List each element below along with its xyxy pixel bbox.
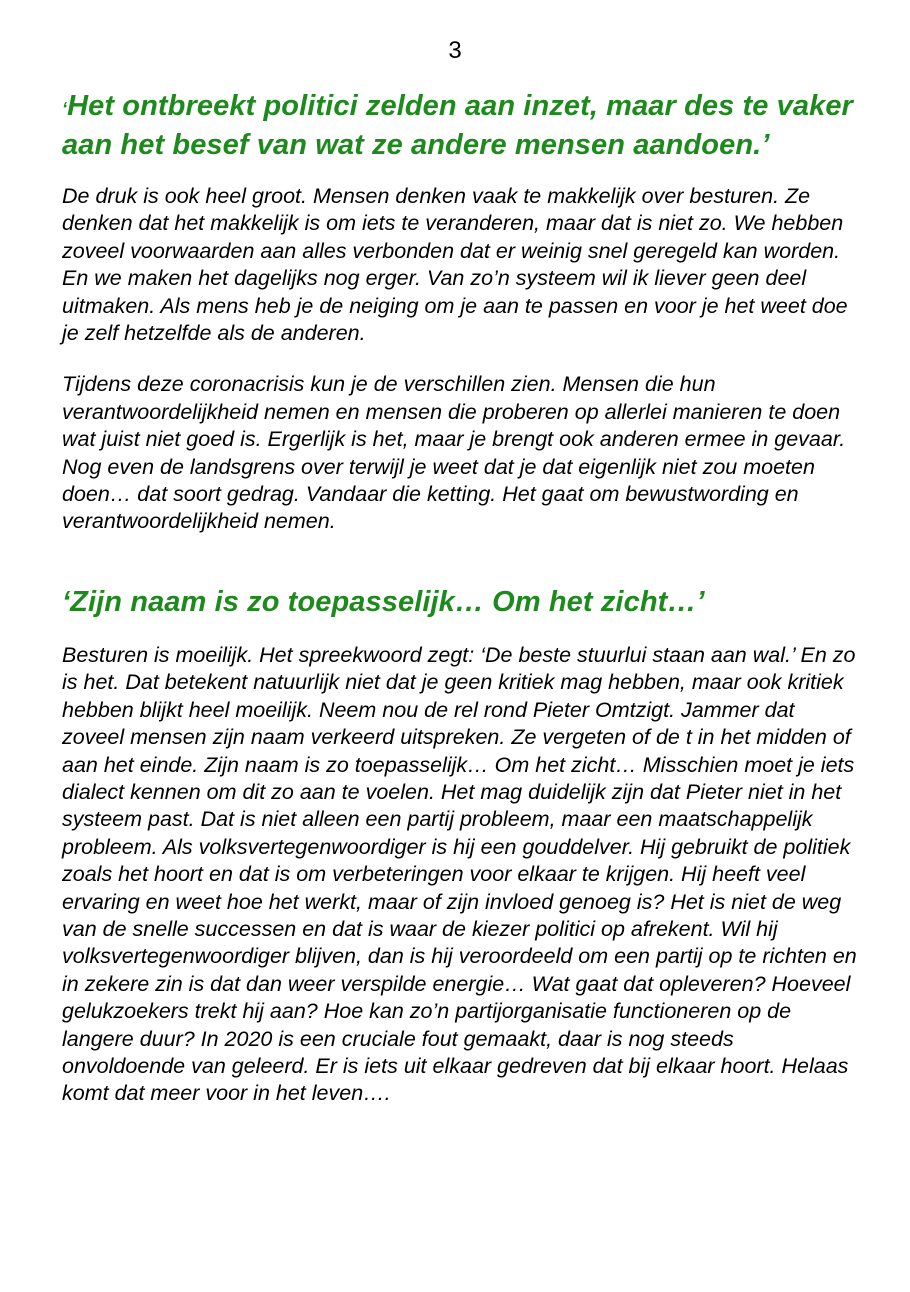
paragraph-2: Tijdens deze coronacrisis kun je de verschillen zien. Mensen die hun verantwoordelijkheid nemen en mensen die proberen op allerlei manieren te doen wat juist niet goed is. Ergerlijk is het, maar je brengt ook anderen ermee in gevaar. Nog even de landsgrens over terwijl je weet dat je dat eigenlijk niet zou moeten doen… dat soort gedrag. Vandaar die ketting. Het gaat om bewustwording en verantwoordelijkheid nemen.	[62, 372, 846, 534]
section-heading-1-text: Het ontbreekt politici zelden aan inzet, maar des te vaker aan het besef van wat ze andere mensen aandoen.’	[62, 90, 853, 161]
section-heading-2: ‘Zijn naam is zo toepasselijk… Om het zicht…’	[62, 585, 705, 618]
page-number: 3	[448, 37, 462, 64]
paragraph-3: Besturen is moeilijk. Het spreekwoord zegt: ‘De beste stuurlui staan aan wal.’ En zo is het. Dat betekent natuurlijk niet dat je geen kritiek mag hebben, maar ook kritiek hebben blijkt heel moeilijk. Neem nou de rel rond Pieter Omtzigt. Jammer dat zoveel mensen zijn naam verkeerd uitspreken. Ze vergeten of de t in het midden of aan het einde. Zijn naam is zo toepasselijk… Om het zicht… Misschien moet je iets dialect kennen om dit zo aan te voelen. Het mag duidelijk zijn dat Pieter niet in het systeem past. Dat is niet alleen een partij probleem, maar een maatschappelijk probleem. Als volksvertegenwoordiger is hij een gouddelver. Hij gebruikt de politiek zoals het hoort en dat is om verbeteringen voor elkaar te krijgen. Hij heeft veel ervaring en weet hoe het werkt, maar of zijn invloed genoeg is? Het is niet de weg van de snelle successen en dat is waar de kiezer politici op afrekent. Wil hij volksvertegenwoordiger blijven, dan is hij veroordeeld om een partij op te richten en in zekere zin is dat dan weer verspilde energie… Wat gaat dat opleveren? Hoeveel gelukzoekers trekt hij aan? Hoe kan zo’n partijorganisatie functioneren op de langere duur? In 2020 is een cruciale fout gemaakt, daar is nog steeds onvoldoende van geleerd. Er is iets uit elkaar gedreven dat bij elkaar hoort. Helaas komt dat meer voor in het leven….	[62, 642, 857, 1106]
paragraph-1: De druk is ook heel groot. Mensen denken vaak te makkelijk over besturen. Ze denken dat het makkelijk is om iets te veranderen, maar dat is niet zo. We hebben zoveel voorwaarden aan alles verbonden dat er weinig snel geregeld kan worden. En we maken het dagelijks nog erger. Van zo’n systeem wil ik liever geen deel uitmaken. Als mens heb je de neiging om je aan te passen en voor je het weet doe je zelf hetzelfde als de anderen.	[62, 184, 848, 346]
heading-opening-quote: ‘	[62, 99, 68, 119]
page-content	[62, 88, 862, 1108]
section-heading-1	[62, 88, 862, 163]
